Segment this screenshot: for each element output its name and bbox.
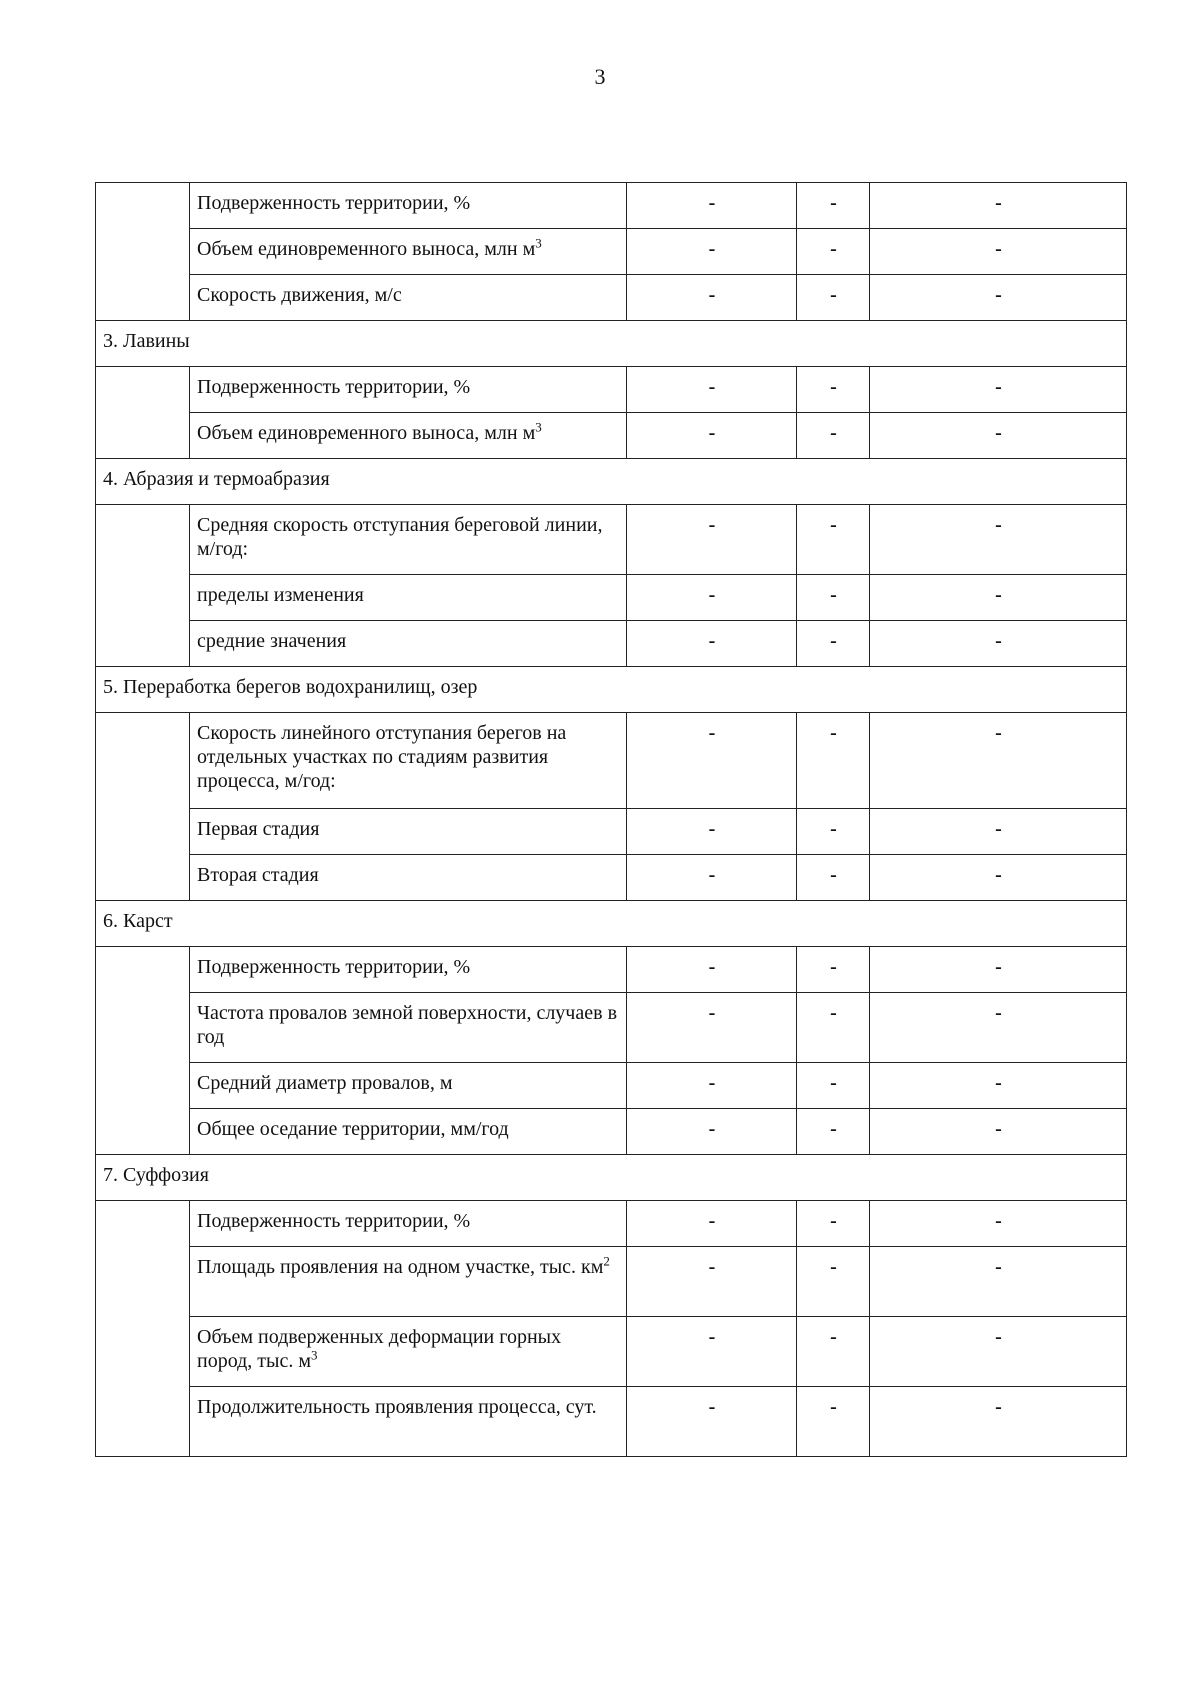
row-label: Площадь проявления на одном участке, тыс. $км^2$ <box>190 1247 627 1317</box>
section-row <box>96 901 1127 947</box>
value-cell: - <box>797 1317 870 1387</box>
row-label: Подверженность территории, % <box>190 367 627 413</box>
table-row <box>96 229 1127 275</box>
value-cell: - <box>870 1109 1127 1155</box>
value-cell: - <box>797 855 870 901</box>
table-row <box>96 1247 1127 1317</box>
value-cell: - <box>797 809 870 855</box>
table-row <box>96 275 1127 321</box>
section-title: 3. Лавины <box>96 321 1127 367</box>
value-cell: - <box>870 713 1127 809</box>
value-cell: - <box>870 1201 1127 1247</box>
row-label: Объем единовременного выноса, млн $м^3$ <box>190 413 627 459</box>
value-cell: - <box>870 855 1127 901</box>
row-label: Средний диаметр провалов, м <box>190 1063 627 1109</box>
table-row <box>96 809 1127 855</box>
value-cell: - <box>797 1109 870 1155</box>
value-cell: - <box>627 1387 797 1457</box>
table-row <box>96 947 1127 993</box>
value-cell: - <box>627 947 797 993</box>
value-cell: - <box>627 1063 797 1109</box>
row-label: Вторая стадия <box>190 855 627 901</box>
value-cell: - <box>797 993 870 1063</box>
section-title: 4. Абразия и термоабразия <box>96 459 1127 505</box>
row-label: Подверженность территории, % <box>190 183 627 229</box>
value-cell: - <box>870 621 1127 667</box>
section-title: 6. Карст <box>96 901 1127 947</box>
value-cell: - <box>870 367 1127 413</box>
blank-cell <box>96 713 190 901</box>
value-cell: - <box>870 229 1127 275</box>
value-cell: - <box>870 413 1127 459</box>
section-row <box>96 1155 1127 1201</box>
row-label: Первая стадия <box>190 809 627 855</box>
row-label: Продолжительность проявления процесса, сут. <box>190 1387 627 1457</box>
value-cell: - <box>627 575 797 621</box>
row-label: Частота провалов земной поверхности, случаев в год <box>190 993 627 1063</box>
value-cell: - <box>797 505 870 575</box>
row-label: Объем единовременного выноса, млн $м^3$ <box>190 229 627 275</box>
value-cell: - <box>797 947 870 993</box>
blank-cell <box>96 947 190 1155</box>
value-cell: - <box>797 1387 870 1457</box>
value-cell: - <box>627 809 797 855</box>
value-cell: - <box>797 1201 870 1247</box>
value-cell: - <box>797 1247 870 1317</box>
value-cell: - <box>870 1063 1127 1109</box>
value-cell: - <box>870 1247 1127 1317</box>
blank-cell <box>96 505 190 667</box>
table-row <box>96 505 1127 575</box>
table-row <box>96 1201 1127 1247</box>
value-cell: - <box>627 855 797 901</box>
table-row <box>96 1317 1127 1387</box>
section-row <box>96 321 1127 367</box>
value-cell: - <box>797 367 870 413</box>
section-row <box>96 667 1127 713</box>
value-cell: - <box>870 275 1127 321</box>
value-cell: - <box>627 1201 797 1247</box>
section-title: 5. Переработка берегов водохранилищ, озер <box>96 667 1127 713</box>
value-cell: - <box>627 413 797 459</box>
page-number: 3 <box>594 64 606 89</box>
section-title: 7. Суффозия <box>96 1155 1127 1201</box>
value-cell: - <box>870 1387 1127 1457</box>
value-cell: - <box>797 413 870 459</box>
blank-cell <box>96 1201 190 1457</box>
value-cell: - <box>627 1109 797 1155</box>
table-row <box>96 413 1127 459</box>
value-cell: - <box>627 621 797 667</box>
value-cell: - <box>870 993 1127 1063</box>
row-label: Скорость движения, м/с <box>190 275 627 321</box>
row-label: средние значения <box>190 621 627 667</box>
row-label: Общее оседание территории, мм/год <box>190 1109 627 1155</box>
value-cell: - <box>627 275 797 321</box>
row-label: пределы изменения <box>190 575 627 621</box>
row-label: Объем подверженных деформации горных пород, тыс. $м^3$ <box>190 1317 627 1387</box>
value-cell: - <box>870 1317 1127 1387</box>
table-row <box>96 621 1127 667</box>
value-cell: - <box>627 229 797 275</box>
value-cell: - <box>627 993 797 1063</box>
table-row <box>96 1387 1127 1457</box>
row-label: Средняя скорость отступания береговой линии, м/год: <box>190 505 627 575</box>
value-cell: - <box>870 809 1127 855</box>
blank-cell <box>96 183 190 321</box>
blank-cell <box>96 367 190 459</box>
value-cell: - <box>627 1247 797 1317</box>
row-label: Скорость линейного отступания берегов на отдельных участках по стадиям развития процесса, м/год: <box>190 713 627 809</box>
document-table <box>95 182 1127 1457</box>
value-cell: - <box>627 367 797 413</box>
table-row <box>96 183 1127 229</box>
value-cell: - <box>627 1317 797 1387</box>
value-cell: - <box>627 505 797 575</box>
value-cell: - <box>627 183 797 229</box>
table-row <box>96 367 1127 413</box>
table-row <box>96 855 1127 901</box>
table-row <box>96 993 1127 1063</box>
table-row <box>96 713 1127 809</box>
value-cell: - <box>870 575 1127 621</box>
value-cell: - <box>627 713 797 809</box>
table-row <box>96 575 1127 621</box>
value-cell: - <box>797 713 870 809</box>
value-cell: - <box>797 275 870 321</box>
section-row <box>96 459 1127 505</box>
table-row <box>96 1063 1127 1109</box>
row-label: Подверженность территории, % <box>190 947 627 993</box>
row-label: Подверженность территории, % <box>190 1201 627 1247</box>
value-cell: - <box>870 183 1127 229</box>
value-cell: - <box>870 947 1127 993</box>
value-cell: - <box>797 575 870 621</box>
value-cell: - <box>870 505 1127 575</box>
value-cell: - <box>797 1063 870 1109</box>
value-cell: - <box>797 621 870 667</box>
table-row <box>96 1109 1127 1155</box>
value-cell: - <box>797 229 870 275</box>
value-cell: - <box>797 183 870 229</box>
